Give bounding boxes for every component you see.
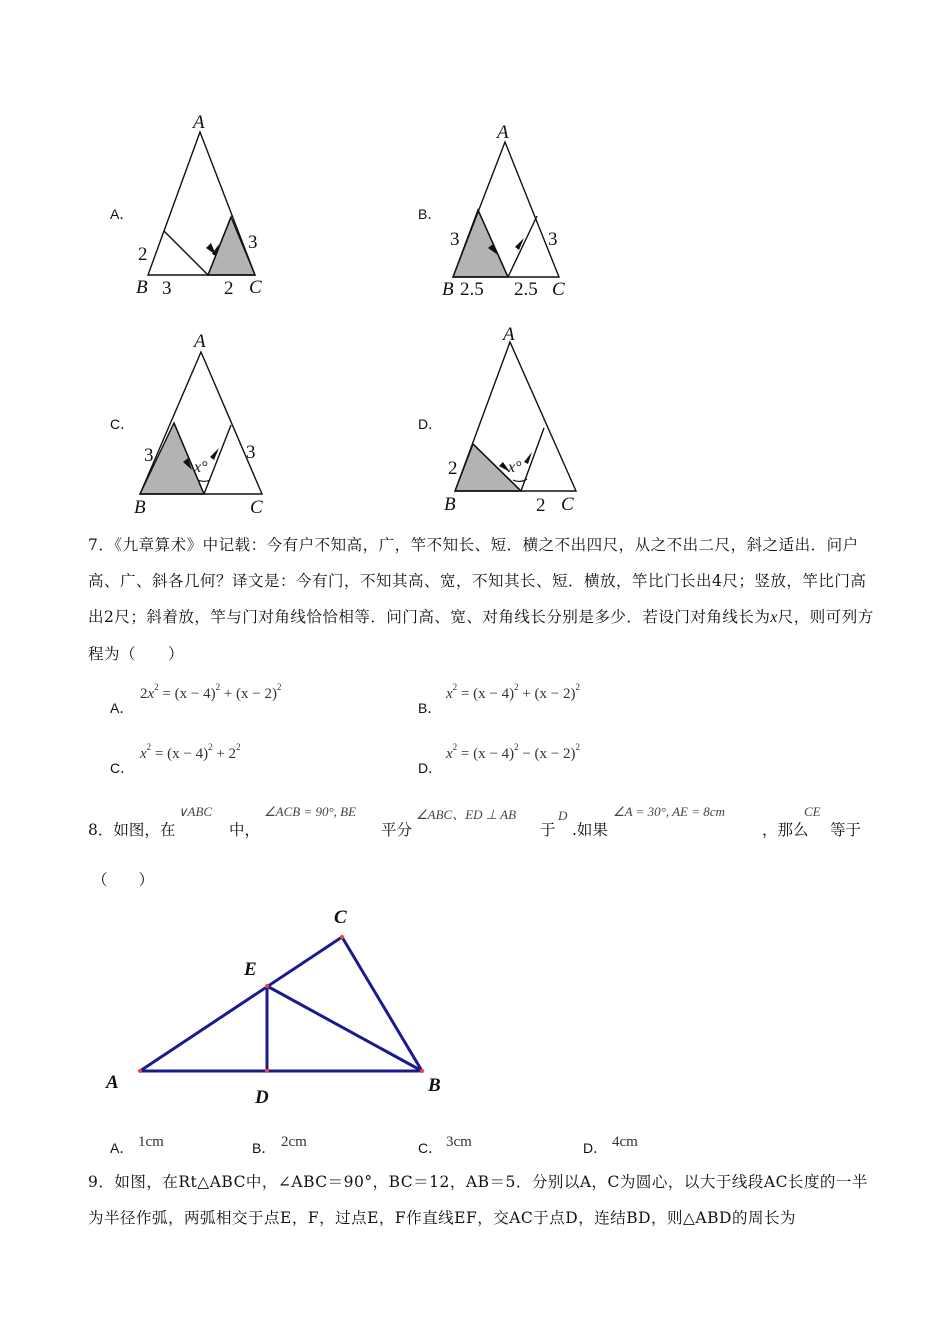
svg-text:3: 3 (162, 278, 172, 299)
q8-math-condition: ∠A = 30°, AE = 8cm (613, 804, 725, 819)
q7-tail: 尺，则可列方程为（ ） (88, 608, 874, 663)
q9-text: 如图，在Rt△ABC中，∠ABC＝90°，BC＝12，AB＝5．分别以A，C为圆心，以大于线段AC长度的一半为半径作弧，两弧相交于点E，F，过点E，F作直线EF，交AC于点D，连结BD，则△ABD的周长为 (88, 1173, 868, 1227)
svg-text:B: B (442, 279, 454, 300)
question-7 (88, 527, 878, 672)
q8-math-d: D (558, 808, 568, 823)
svg-text:3: 3 (548, 229, 558, 250)
question-9 (88, 1164, 878, 1236)
svg-text:B: B (136, 277, 148, 298)
svg-text:A: A (497, 122, 509, 143)
q8-label-c: C (334, 907, 347, 928)
svg-text:A: A (194, 331, 206, 352)
q6-figure-b (436, 120, 596, 305)
svg-text:3: 3 (450, 229, 460, 250)
svg-text:B: B (444, 494, 456, 515)
q8-text-5: .如果 (572, 821, 608, 839)
svg-text:C: C (561, 494, 574, 515)
q6-option-a-letter: A． (110, 206, 134, 222)
q7-option-c-equation: $x^2 = (x - 4)^2 + 2^2$ (140, 742, 241, 762)
q8-option-b-letter: B． (252, 1140, 276, 1156)
svg-text:C: C (250, 497, 263, 518)
q8-text-6: ，那么 (762, 821, 809, 839)
svg-text:2.5: 2.5 (460, 279, 484, 300)
svg-text:2: 2 (138, 244, 148, 265)
svg-text:B: B (134, 497, 146, 518)
q6-option-d-letter: D． (418, 416, 443, 432)
svg-text:3: 3 (248, 232, 258, 253)
q7-option-d-equation: $x^2 = (x - 4)^2 - (x - 2)^2$ (446, 742, 581, 762)
q7-option-b-equation: $x^2 = (x - 4)^2 + (x - 2)^2$ (446, 682, 581, 702)
q8-math-bisect: ∠ABC、ED ⊥ AB (416, 807, 517, 822)
q8-label-b: B (428, 1075, 441, 1096)
q8-option-a-letter: A． (110, 1140, 134, 1156)
svg-text:2: 2 (448, 458, 458, 479)
q8-text-3: 平分 (381, 821, 413, 839)
q8-figure (100, 895, 480, 1115)
svg-text:A: A (503, 324, 515, 345)
q6-option-b-letter: B． (418, 206, 442, 222)
q8-option-a-value: 1cm (138, 1134, 164, 1150)
q8-option-c-letter: C． (418, 1140, 443, 1156)
svg-text:x°: x° (508, 459, 522, 476)
svg-text:x°: x° (194, 459, 208, 476)
q7-text: 《九章算术》中记载：今有户不知高，广，竿不知长、短．横之不出四尺，从之不出二尺，斜之适出．问户高、广、斜各几何？译文是：今有门，不知其高、宽，不知其长、短．横放，竿比门长出4尺；竖放，竿比门高出2尺；斜着放，竿与门对角线恰恰相等．问门高、宽、对角线长分别是多少．若设门对角线长为 (88, 536, 867, 626)
svg-text:2: 2 (536, 495, 546, 516)
svg-text:3: 3 (144, 445, 154, 466)
q8-label-a: A (106, 1072, 119, 1093)
q8-option-d-letter: D． (583, 1140, 608, 1156)
svg-text:C: C (552, 279, 565, 300)
q8-option-c-value: 3cm (446, 1134, 472, 1150)
q8-number: 8．如图，在 (88, 821, 176, 839)
q8-text-2: 中， (229, 821, 261, 839)
q8-math-triangle: ∨ABC (178, 804, 213, 819)
q8-text-7: 等于 (830, 821, 862, 839)
q6-figure-a (128, 110, 288, 300)
q6-option-c-letter: C． (110, 416, 135, 432)
q7-number: 7． (88, 536, 115, 554)
q8-math-angle: ∠ACB = 90°, BE (264, 804, 357, 819)
q8-text-4: 于 (540, 821, 556, 839)
q8-option-d-value: 4cm (612, 1134, 638, 1150)
svg-text:2: 2 (224, 278, 234, 299)
svg-text:A: A (193, 112, 205, 133)
q7-option-c-letter: C． (110, 760, 135, 776)
q6-figure-d (436, 320, 596, 520)
svg-text:2.5: 2.5 (514, 279, 538, 300)
svg-text:C: C (249, 277, 262, 298)
q8-math-ce: CE (804, 804, 821, 819)
q7-option-d-letter: D． (418, 760, 443, 776)
q9-number: 9． (88, 1173, 115, 1191)
q8-paren: （ ） (92, 871, 155, 889)
q7-variable: x (770, 609, 778, 626)
q7-option-a-equation: $2x^2 = (x - 4)^2 + (x - 2)^2$ (140, 682, 282, 702)
q7-option-a-letter: A． (110, 700, 134, 716)
q8-label-d: D (255, 1087, 269, 1108)
q7-option-b-letter: B． (418, 700, 442, 716)
q8-label-e: E (244, 959, 257, 980)
svg-text:3: 3 (246, 442, 256, 463)
q8-option-b-value: 2cm (281, 1134, 307, 1150)
q6-figure-c (128, 330, 288, 520)
